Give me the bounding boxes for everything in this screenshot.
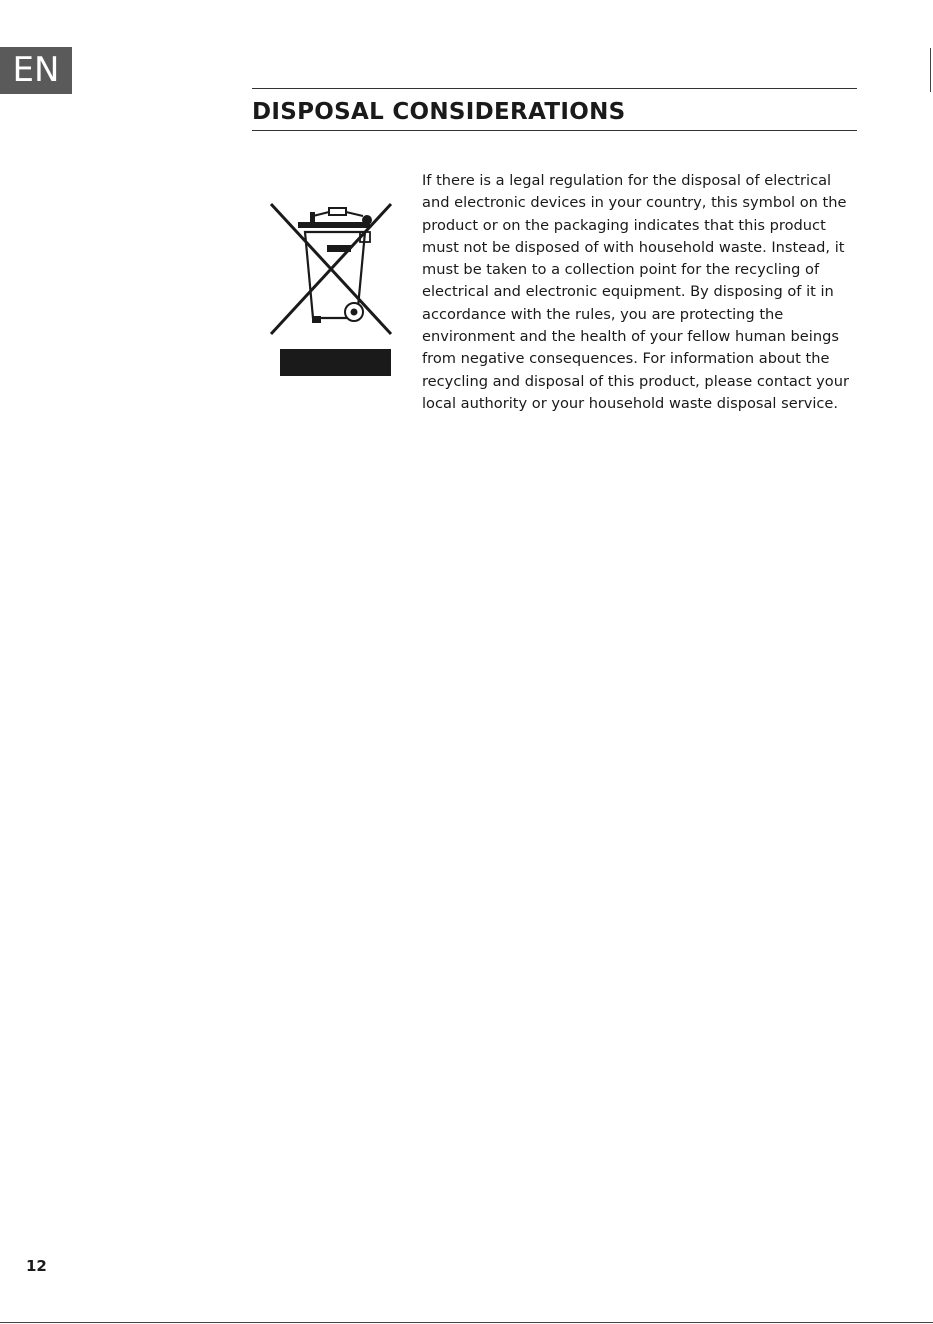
crossed-out-wheelie-bin-icon xyxy=(265,198,397,380)
title-rule-bottom xyxy=(252,130,857,131)
language-tab: EN xyxy=(0,47,72,94)
title-rule-top xyxy=(252,88,857,89)
page-bottom-rule xyxy=(0,1322,933,1323)
disposal-paragraph: If there is a legal regulation for the disposal of electrical and electronic devices in your country, this symbol on the product or on the packaging indicates that this product must not be disposed of with household waste. Instead, it must be taken to a collection point for the recycling of electrical and electronic equipment. By disposing of it in accordance with the rules, you are protecting the environment and the health of your fellow human beings from negative consequences. For information about the recycling and disposal of this product, please contact your local authority or your household waste disposal service. xyxy=(422,172,849,412)
crop-mark xyxy=(930,48,931,92)
section-title: DISPOSAL CONSIDERATIONS xyxy=(252,99,626,125)
page-number: 12 xyxy=(26,1257,47,1275)
